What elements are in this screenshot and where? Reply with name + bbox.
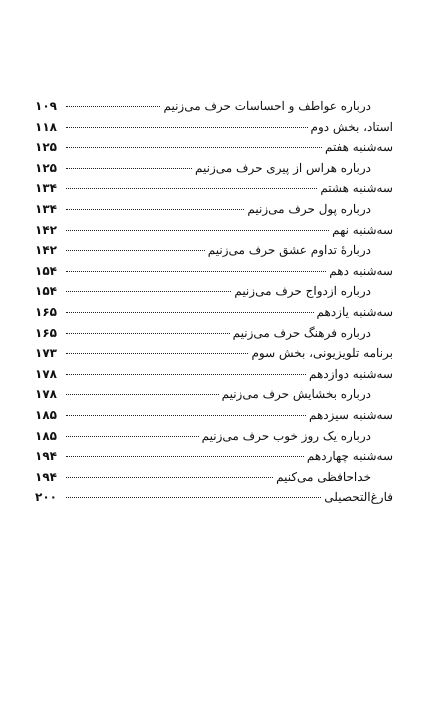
toc-entry-title: دربارهٔ تداوم عشق حرف می‌زنیم bbox=[207, 243, 371, 258]
toc-entry-title: سه‌شنبه هشتم bbox=[320, 181, 393, 196]
dot-leader bbox=[66, 394, 219, 395]
toc-entry bbox=[35, 199, 393, 220]
toc-entry-page-number: ۱۶۵ bbox=[35, 304, 57, 319]
toc-entry bbox=[35, 117, 393, 138]
toc-entry-page-number: ۲۰۰ bbox=[35, 490, 57, 505]
toc-entry bbox=[35, 323, 393, 344]
toc-entry-page-number: ۱۵۴ bbox=[35, 284, 57, 299]
toc-entry bbox=[35, 261, 393, 282]
toc-entry-page-number: ۱۴۲ bbox=[35, 243, 57, 258]
toc-entry-page-number: ۱۱۸ bbox=[35, 119, 57, 134]
toc-entry bbox=[35, 364, 393, 385]
toc-entry-title: درباره هراس از پیری حرف می‌زنیم bbox=[195, 160, 371, 175]
dot-leader bbox=[66, 230, 329, 231]
dot-leader bbox=[66, 168, 192, 169]
toc-entry bbox=[35, 384, 393, 405]
dot-leader bbox=[66, 374, 306, 375]
toc-entry-page-number: ۱۸۵ bbox=[35, 428, 57, 443]
dot-leader bbox=[66, 188, 317, 189]
dot-leader bbox=[66, 250, 205, 251]
toc-entry bbox=[35, 137, 393, 158]
toc-entry bbox=[35, 302, 393, 323]
toc-entry bbox=[35, 405, 393, 426]
dot-leader bbox=[66, 333, 230, 334]
dot-leader bbox=[66, 456, 304, 457]
toc-entry bbox=[35, 96, 393, 117]
toc-entry-page-number: ۱۲۵ bbox=[35, 160, 57, 175]
toc-entry-title: استاد، بخش دوم bbox=[310, 119, 393, 134]
toc-entry-page-number: ۱۹۴ bbox=[35, 449, 57, 464]
dot-leader bbox=[66, 147, 322, 148]
toc-entry-title: سه‌شنبه یازدهم bbox=[316, 304, 393, 319]
toc-entry-title: خداحافظی می‌کنیم bbox=[276, 469, 371, 484]
toc-entry bbox=[35, 281, 393, 302]
toc-entry bbox=[35, 426, 393, 447]
toc-entry bbox=[35, 220, 393, 241]
toc-entry-title: فارغ‌التحصیلی bbox=[324, 490, 393, 505]
toc-entry-title: درباره بخشایش حرف می‌زنیم bbox=[221, 387, 371, 402]
toc-entry bbox=[35, 343, 393, 364]
toc-entry bbox=[35, 487, 393, 508]
dot-leader bbox=[66, 271, 326, 272]
toc-entry-page-number: ۱۵۴ bbox=[35, 263, 57, 278]
toc-entry-title: درباره پول حرف می‌زنیم bbox=[247, 201, 371, 216]
toc-entry-title: سه‌شنبه سیزدهم bbox=[309, 407, 393, 422]
toc-entry bbox=[35, 446, 393, 467]
toc-entry-title: سه‌شنبه نهم bbox=[332, 222, 393, 237]
toc-entry-page-number: ۱۷۸ bbox=[35, 366, 57, 381]
toc-entry-page-number: ۱۶۵ bbox=[35, 325, 57, 340]
toc-entry-page-number: ۱۲۵ bbox=[35, 140, 57, 155]
toc-entry-page-number: ۱۳۴ bbox=[35, 201, 57, 216]
dot-leader bbox=[66, 106, 160, 107]
dot-leader bbox=[66, 436, 199, 437]
toc-entry-title: درباره فرهنگ حرف می‌زنیم bbox=[232, 325, 371, 340]
dot-leader bbox=[66, 291, 231, 292]
toc-entry-page-number: ۱۸۵ bbox=[35, 407, 57, 422]
toc-entry-title: درباره عواطف و احساسات حرف می‌زنیم bbox=[163, 99, 371, 113]
toc-entry-page-number: ۱۳۴ bbox=[35, 181, 57, 196]
toc-entry-page-number: ۱۴۲ bbox=[35, 222, 57, 237]
dot-leader bbox=[66, 497, 321, 498]
toc-entry-title: سه‌شنبه دهم bbox=[329, 263, 393, 278]
dot-leader bbox=[66, 415, 306, 416]
table-of-contents bbox=[35, 96, 393, 508]
toc-entry bbox=[35, 178, 393, 199]
toc-entry-title: درباره یک روز خوب حرف می‌زنیم bbox=[201, 428, 371, 443]
toc-entry-page-number: ۱۷۸ bbox=[35, 387, 57, 402]
toc-entry-title: سه‌شنبه دوازدهم bbox=[309, 366, 393, 381]
dot-leader bbox=[66, 312, 314, 313]
toc-entry bbox=[35, 240, 393, 261]
toc-entry bbox=[35, 158, 393, 179]
dot-leader bbox=[66, 209, 244, 210]
dot-leader bbox=[66, 353, 248, 354]
dot-leader bbox=[66, 127, 308, 128]
toc-entry-title: درباره ازدواج حرف می‌زنیم bbox=[234, 284, 371, 299]
toc-entry bbox=[35, 467, 393, 488]
toc-entry-page-number: ۱۹۴ bbox=[35, 469, 57, 484]
dot-leader bbox=[66, 477, 273, 478]
toc-entry-title: سه‌شنبه هفتم bbox=[324, 140, 393, 155]
toc-entry-page-number: ۱۷۳ bbox=[35, 346, 57, 361]
toc-entry-title: سه‌شنبه چهاردهم bbox=[306, 449, 393, 464]
toc-entry-title: برنامه تلویزیونی، بخش سوم bbox=[251, 346, 393, 361]
toc-entry-page-number: ۱۰۹ bbox=[35, 99, 57, 113]
